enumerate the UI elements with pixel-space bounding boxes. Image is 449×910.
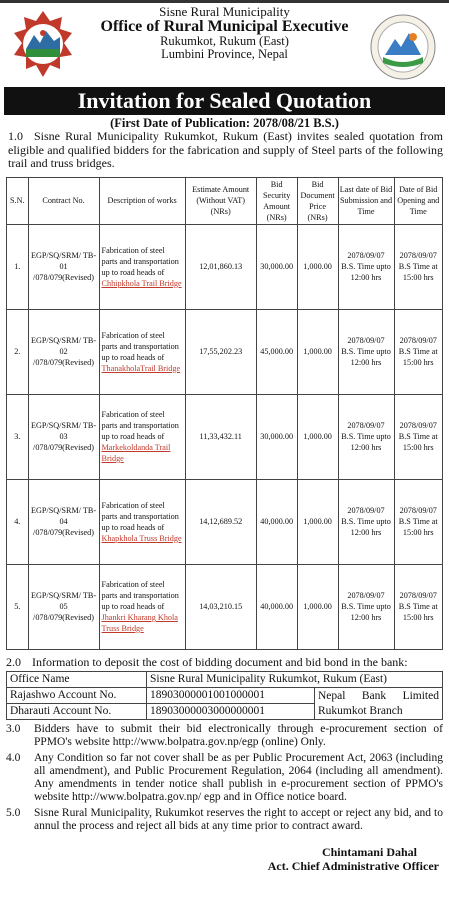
- section-text: Any Condition so far not cover shall be as per Public Procurement Act, 2063 (including all amendment), and Public Procurement Regulation, 2064 (including all amendment). Any amendments in tender notice shall publish in e-procurement section of PPMO's website http://www.bolpatra.gov.np/ egp and in Office notice board.: [34, 752, 443, 803]
- dharauti-label: Dharauti Account No.: [7, 704, 147, 720]
- section-number: 1.0: [8, 129, 23, 143]
- rajashwo-value: 18903000001001000001: [147, 688, 315, 704]
- cell-contract: EGP/SQ/SRM/ TB-02 /078/079(Revised): [28, 309, 99, 394]
- cell-last-date: 2078/09/07 B.S. Time upto 12:00 hrs: [338, 224, 394, 309]
- section-3: [6, 723, 443, 749]
- cell-doc-price: 1,000.00: [297, 479, 338, 564]
- section-text: Sisne Rural Municipality Rukumkot, Rukum (East) invites sealed quotation from eligible and qualified bidders for the fabrication and supply of Steel parts of the following trail and truss bridges.: [8, 129, 443, 170]
- table-row: [7, 394, 443, 479]
- cell-contract: EGP/SQ/SRM/ TB-01 /078/079(Revised): [28, 224, 99, 309]
- office-address: Rukumkot, Rukum (East): [160, 34, 289, 48]
- header-description: Description of works: [99, 177, 185, 224]
- cell-doc-price: 1,000.00: [297, 224, 338, 309]
- description-text: Fabrication of steel parts and transportation up to road heads of: [101, 500, 179, 532]
- header: [6, 5, 443, 87]
- publication-date: (First Date of Publication: 2078/08/21 B.S.): [110, 116, 339, 130]
- cell-estimate: 17,55,202.23: [185, 309, 256, 394]
- table-row: [7, 688, 443, 704]
- header-security: Bid Security Amount (NRs): [256, 177, 297, 224]
- office-province: Lumbini Province, Nepal: [161, 47, 288, 61]
- cell-security: 40,000.00: [256, 564, 297, 649]
- cell-sn: 4.: [7, 479, 29, 564]
- cell-opening: 2078/09/07 B.S Time at 15:00 hrs: [394, 479, 443, 564]
- section-number: 2.0: [6, 654, 21, 669]
- cell-opening: 2078/09/07 B.S Time at 15:00 hrs: [394, 224, 443, 309]
- cell-contract: EGP/SQ/SRM/ TB-03 /078/079(Revised): [28, 394, 99, 479]
- cell-contract: EGP/SQ/SRM/ TB-05 /078/079(Revised): [28, 564, 99, 649]
- municipality-name: Sisne Rural Municipality: [159, 4, 290, 19]
- municipality-logo-icon: [369, 13, 437, 81]
- cell-contract: EGP/SQ/SRM/ TB-04 /078/079(Revised): [28, 479, 99, 564]
- notice-title-banner: Invitation for Sealed Quotation: [4, 87, 445, 115]
- section-4: [6, 752, 443, 804]
- rajashwo-label: Rajashwo Account No.: [7, 688, 147, 704]
- header-opening: Date of Bid Opening and Time: [394, 177, 443, 224]
- cell-opening: 2078/09/07 B.S Time at 15:00 hrs: [394, 394, 443, 479]
- table-row: [7, 224, 443, 309]
- header-sn: S.N.: [7, 177, 29, 224]
- cell-last-date: 2078/09/07 B.S. Time upto 12:00 hrs: [338, 309, 394, 394]
- cell-doc-price: 1,000.00: [297, 309, 338, 394]
- header-last-date: Last date of Bid Submission and Time: [338, 177, 394, 224]
- office-label: Office Name: [7, 672, 147, 688]
- description-text: Fabrication of steel parts and transportation up to road heads of: [101, 330, 179, 362]
- section-1: [6, 130, 443, 171]
- cell-opening: 2078/09/07 B.S Time at 15:00 hrs: [394, 564, 443, 649]
- description-text: Fabrication of steel parts and transportation up to road heads of: [101, 410, 179, 441]
- cell-estimate: 14,03,210.15: [185, 564, 256, 649]
- cell-sn: 1.: [7, 224, 29, 309]
- quotation-table: [6, 177, 443, 650]
- cell-description: [99, 394, 185, 479]
- header-doc-price: Bid Document Price (NRs): [297, 177, 338, 224]
- bridge-name: Chhipkhola Trail Bridge: [101, 278, 182, 288]
- cell-last-date: 2078/09/07 B.S. Time upto 12:00 hrs: [338, 564, 394, 649]
- section-text: Information to deposit the cost of bidding document and bid bond in the bank:: [32, 654, 408, 669]
- cell-sn: 2.: [7, 309, 29, 394]
- cell-estimate: 14,12,689.52: [185, 479, 256, 564]
- cell-description: [99, 564, 185, 649]
- cell-estimate: 11,33,432.11: [185, 394, 256, 479]
- dharauti-value: 18903000003000000001: [147, 704, 315, 720]
- section-2: [6, 656, 443, 670]
- section-number: 3.0: [6, 723, 21, 735]
- section-text: Bidders have to submit their bid electronically through e-procurement section of PPMO's website http://www.bolpatra.gov.np/egp (online) Only.: [34, 723, 443, 748]
- signatory-title: Act. Chief Administrative Officer: [267, 859, 439, 873]
- bridge-name: Jhankri Kharang Khola Truss Bridge: [101, 613, 178, 633]
- table-header-row: [7, 177, 443, 224]
- cell-doc-price: 1,000.00: [297, 564, 338, 649]
- cell-opening: 2078/09/07 B.S Time at 15:00 hrs: [394, 309, 443, 394]
- bank-account-table: [6, 671, 443, 720]
- bank-name: Nepal Bank Limited Rukumkot Branch: [315, 688, 443, 720]
- cell-security: 45,000.00: [256, 309, 297, 394]
- section-text: Sisne Rural Municipality, Rukumkot reserves the right to accept or reject any bid, and to annul the process and reject all bids at any time prior to contract award.: [34, 807, 443, 832]
- cell-sn: 3.: [7, 394, 29, 479]
- header-contract: Contract No.: [28, 177, 99, 224]
- cell-security: 40,000.00: [256, 479, 297, 564]
- description-text: Fabrication of steel parts and transportation up to road heads of: [101, 580, 179, 611]
- cell-estimate: 12,01,860.13: [185, 224, 256, 309]
- signature-block: [6, 845, 443, 873]
- bridge-name: Khapkhola Truss Bridge: [101, 533, 182, 543]
- top-rule: [0, 0, 449, 3]
- section-5: [6, 807, 443, 833]
- table-row: [7, 672, 443, 688]
- section-number: 5.0: [6, 807, 21, 819]
- office-value: Sisne Rural Municipality Rukumkot, Rukum (East): [147, 672, 443, 688]
- signatory-name: Chintamani Dahal: [321, 845, 417, 859]
- cell-last-date: 2078/09/07 B.S. Time upto 12:00 hrs: [338, 479, 394, 564]
- cell-description: [99, 224, 185, 309]
- header-estimate: Estimate Amount (Without VAT) (NRs): [185, 177, 256, 224]
- cell-doc-price: 1,000.00: [297, 394, 338, 479]
- table-row: [7, 309, 443, 394]
- table-row: [7, 479, 443, 564]
- bridge-name: Markekoldanda Trail Bridge: [101, 443, 171, 463]
- bridge-name: ThanakholaTrail Bridge: [101, 363, 181, 373]
- cell-description: [99, 309, 185, 394]
- section-number: 4.0: [6, 752, 21, 764]
- cell-last-date: 2078/09/07 B.S. Time upto 12:00 hrs: [338, 394, 394, 479]
- office-name: Office of Rural Municipal Executive: [100, 18, 349, 35]
- nepal-emblem-icon: [10, 9, 76, 79]
- cell-sn: 5.: [7, 564, 29, 649]
- description-text: Fabrication of steel parts and transportation up to road heads of: [101, 245, 179, 277]
- cell-security: 30,000.00: [256, 224, 297, 309]
- table-row: [7, 564, 443, 649]
- cell-security: 30,000.00: [256, 394, 297, 479]
- cell-description: [99, 479, 185, 564]
